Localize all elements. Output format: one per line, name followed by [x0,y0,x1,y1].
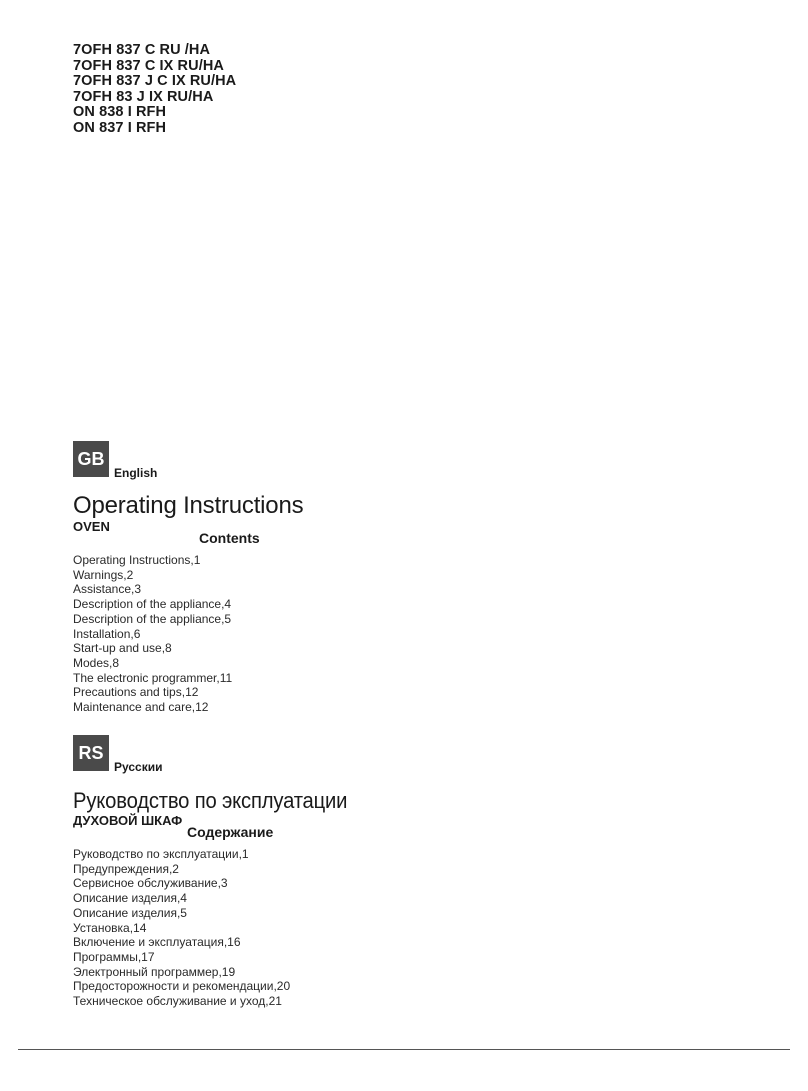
toc-item: Предосторожности и рекомендации,20 [73,979,291,994]
model-item: 7OFH 837 C IX RU/HA [73,57,224,74]
toc-item: Description of the appliance,4 [73,597,232,612]
toc-item: Description of the appliance,5 [73,611,232,626]
toc-item: Maintenance and care,12 [73,700,209,715]
toc-item: Operating Instructions,1 [73,553,201,567]
table-of-contents-russian [73,847,290,1009]
toc-item: Программы,17 [73,949,155,964]
language-name-english: English [114,466,158,480]
toc-item: Assistance,3 [73,582,142,597]
table-of-contents-english [73,553,232,715]
document-subtitle-english: OVEN [73,519,110,534]
document-title-russian: Руководство по эксплуатации [73,788,348,813]
model-item: 7OFH 837 C RU /HA [73,42,211,58]
toc-item: Техническое обслуживание и уход,21 [73,994,282,1009]
contents-heading-russian: Содержание [187,824,274,840]
toc-item: Сервисное обслуживание,3 [73,876,228,891]
model-list [73,43,236,137]
language-badge-gb: GB [73,441,109,477]
toc-item: Warnings,2 [73,567,134,582]
language-badge-rs: RS [73,735,109,771]
toc-item: Описание изделия,4 [73,891,187,906]
model-item: ON 838 I RFH [73,104,167,121]
toc-item: Руководство по эксплуатации,1 [73,847,249,861]
model-item: 7OFH 83 J IX RU/HA [73,88,214,105]
toc-item: Установка,14 [73,920,147,935]
toc-item: Описание изделия,5 [73,905,187,920]
toc-item: Включение и эксплуатация,16 [73,935,241,950]
model-item: ON 837 I RFH [73,119,167,136]
toc-item: Installation,6 [73,626,141,641]
toc-item: Электронный программер,19 [73,964,236,979]
language-name-russian: Русскии [114,760,163,774]
toc-item: Precautions and tips,12 [73,685,199,700]
model-item: 7OFH 837 J C IX RU/HA [73,73,237,90]
bottom-divider [18,1049,790,1050]
document-title-english: Operating Instructions [73,492,304,519]
toc-item: Предупреждения,2 [73,861,179,876]
toc-item: Modes,8 [73,655,120,670]
toc-item: Start-up and use,8 [73,641,172,656]
document-subtitle-russian: ДУХОВОЙ ШКАФ [73,813,183,828]
contents-heading-english: Contents [199,530,260,546]
toc-item: The electronic programmer,11 [73,670,233,685]
